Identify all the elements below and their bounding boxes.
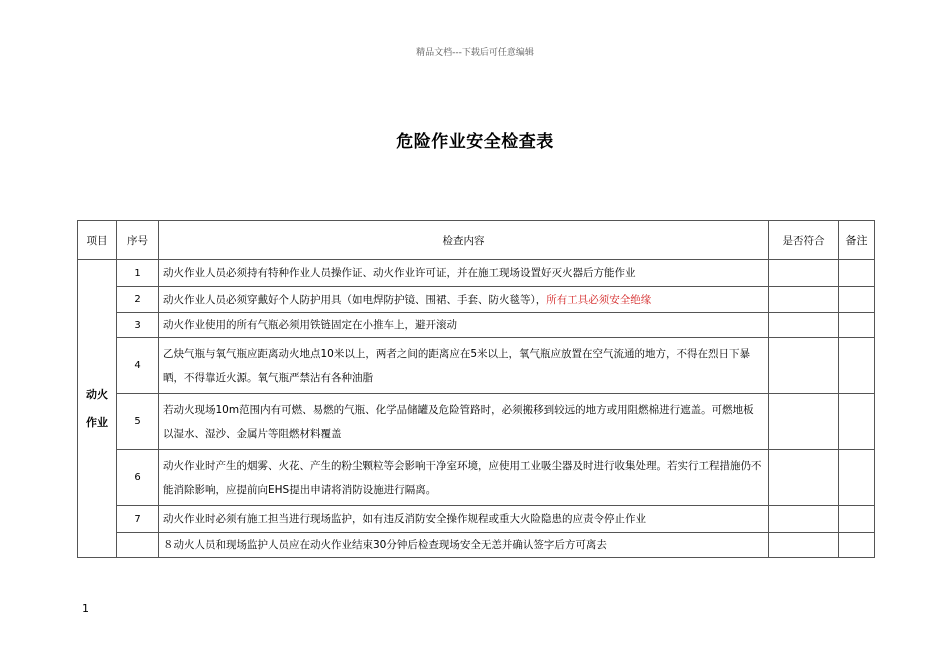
row-content: [159, 287, 769, 313]
compliant-cell[interactable]: [769, 338, 839, 394]
row-content-highlight: 所有工具必须安全绝缘: [546, 293, 652, 306]
row-num: 6: [117, 450, 159, 506]
header-content: 检查内容: [159, 221, 769, 260]
safety-check-table: [77, 220, 875, 558]
remark-cell[interactable]: [839, 313, 875, 338]
document-title: 危险作业安全检查表: [396, 132, 554, 152]
header-num: 序号: [117, 221, 159, 260]
row-num: [117, 533, 159, 558]
page-number: 1: [82, 602, 89, 615]
row-num: 2: [117, 287, 159, 313]
row-content: ８动火人员和现场监护人员应在动火作业结束30分钟后检查现场安全无恙并确认签字后方可离去: [159, 533, 769, 558]
compliant-cell[interactable]: [769, 313, 839, 338]
item-label-1: 动火: [86, 387, 108, 401]
item-cell: [78, 260, 117, 558]
table-row: [78, 287, 875, 313]
row-content-text: 动火作业人员必须穿戴好个人防护用具（如电焊防护镜、围裙、手套、防火毯等），: [163, 293, 547, 306]
header-remark: 备注: [839, 221, 875, 260]
remark-cell[interactable]: [839, 506, 875, 533]
header-compliant: 是否符合: [769, 221, 839, 260]
table-row: [78, 450, 875, 506]
compliant-cell[interactable]: [769, 506, 839, 533]
header-note: 精品文档---下载后可任意编辑: [416, 48, 534, 58]
compliant-cell[interactable]: [769, 450, 839, 506]
row-content: 乙炔气瓶与氧气瓶应距离动火地点10米以上，两者之间的距离应在5米以上，氧气瓶应放置在空气流通的地方，不得在烈日下暴晒，不得靠近火源。氧气瓶严禁沾有各种油脂: [159, 338, 769, 394]
table-row: [78, 533, 875, 558]
item-label-2: 作业: [86, 415, 108, 429]
remark-cell[interactable]: [839, 338, 875, 394]
row-num: 3: [117, 313, 159, 338]
table-row: [78, 338, 875, 394]
compliant-cell[interactable]: [769, 260, 839, 287]
row-num: 5: [117, 394, 159, 450]
row-content: 动火作业时必须有施工担当进行现场监护，如有违反消防安全操作规程或重大火险隐患的应责令停止作业: [159, 506, 769, 533]
row-content: 动火作业时产生的烟雾、火花、产生的粉尘颗粒等会影响干净室环境，应使用工业吸尘器及时进行收集处理。若实行工程措施仍不能消除影响，应提前向EHS提出申请将消防设施进行隔离。: [159, 450, 769, 506]
remark-cell[interactable]: [839, 260, 875, 287]
row-content: 动火作业使用的所有气瓶必须用铁链固定在小推车上，避开滚动: [159, 313, 769, 338]
row-content: 若动火现场10m范围内有可燃、易燃的气瓶、化学品储罐及危险管路时，必须搬移到较远的地方或用阻燃棉进行遮盖。可燃地板以湿水、湿沙、金属片等阻燃材料覆盖: [159, 394, 769, 450]
remark-cell[interactable]: [839, 450, 875, 506]
table-row: [78, 313, 875, 338]
row-num: 7: [117, 506, 159, 533]
header-item: 项目: [78, 221, 117, 260]
table-header-row: [78, 221, 875, 260]
table-row: [78, 260, 875, 287]
compliant-cell[interactable]: [769, 287, 839, 313]
remark-cell[interactable]: [839, 287, 875, 313]
compliant-cell[interactable]: [769, 394, 839, 450]
remark-cell[interactable]: [839, 533, 875, 558]
remark-cell[interactable]: [839, 394, 875, 450]
row-num: 4: [117, 338, 159, 394]
table-row: [78, 506, 875, 533]
row-content: 动火作业人员必须持有特种作业人员操作证、动火作业许可证，并在施工现场设置好灭火器后方能作业: [159, 260, 769, 287]
table-row: [78, 394, 875, 450]
compliant-cell[interactable]: [769, 533, 839, 558]
row-num: 1: [117, 260, 159, 287]
